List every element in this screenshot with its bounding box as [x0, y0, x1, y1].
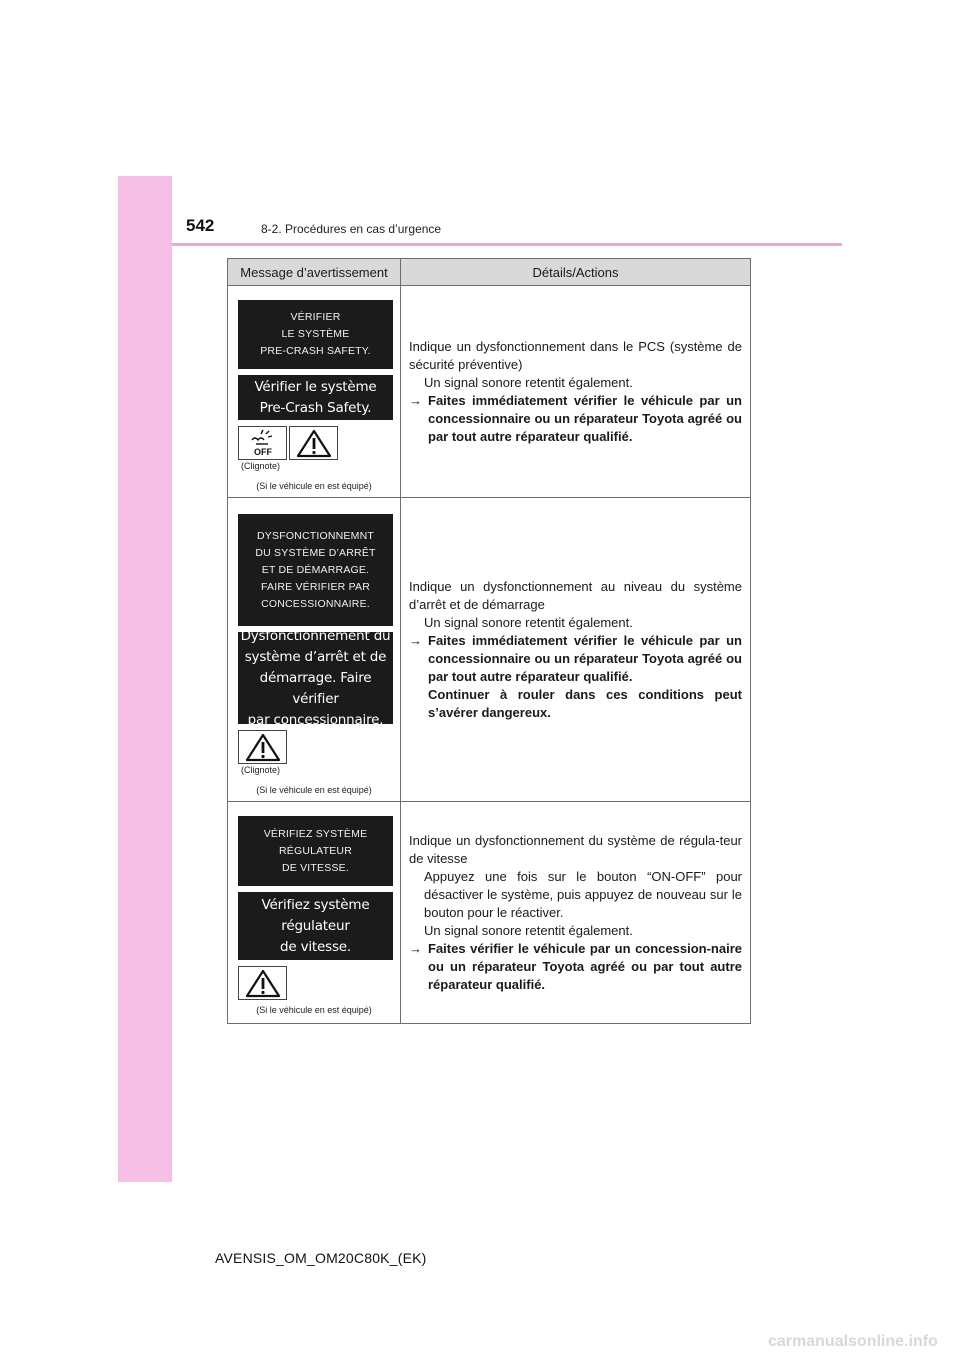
document-code: AVENSIS_OM_OM20C80K_(EK): [215, 1250, 427, 1266]
display-message-script: Vérifier le système Pre-Crash Safety.: [238, 375, 393, 420]
pcs-off-icon: [238, 426, 287, 460]
action-instruction: → Faites vérifier le véhicule par un concession-naire ou un réparateur Toyota agréé ou par tout autre réparateur qualifié.: [409, 940, 742, 992]
details-cell: Indique un dysfonctionnement du système de régula-teur de vitesse Appuyez une fois sur le bouton “ON-OFF” pour désactiver le système, puis appuyez de nouveau sur le bouton pour le réactiver. Un signal sonore retentit également. → Faites vérifier le véhicule par un concession-naire ou un réparateur Toyota agréé ou par tout autre réparateur qualifié.: [401, 802, 751, 1024]
blink-note: (Clignote): [241, 765, 281, 775]
display-message-script: Vérifiez système régulateur de vitesse.: [238, 892, 393, 960]
section-title: 8-2. Procédures en cas d’urgence: [261, 222, 442, 236]
warning-triangle-icon: [289, 426, 338, 460]
svg-text:OFF: OFF: [253, 447, 272, 457]
watermark: carmanualsonline.info: [768, 1333, 938, 1350]
message-cell: [228, 498, 401, 802]
table-row: [228, 286, 751, 498]
table-row: [228, 498, 751, 802]
table-header-row: [228, 259, 751, 286]
message-cell: [228, 286, 401, 498]
details-cell: Indique un dysfonctionnement dans le PCS (système de sécurité préventive) Un signal sonore retentit également. → Faites immédiatement vérifier le véhicule par un concessionnaire ou un réparateur Toyota agréé ou par tout autre réparateur qualifié.: [401, 286, 751, 498]
arrow-icon: →: [409, 940, 422, 956]
warning-triangle-icon: [238, 730, 287, 764]
page-number: 542: [186, 216, 215, 235]
side-band: [118, 176, 172, 1182]
table-row: [228, 802, 751, 1024]
arrow-icon: →: [409, 632, 422, 648]
blink-note: (Clignote): [241, 461, 281, 471]
column-header-message: Message d’avertissement: [228, 259, 401, 286]
action-instruction: → Faites immédiatement vérifier le véhicule par un concessionnaire ou un réparateur Toyota agréé ou par tout autre réparateur qualifié.: [409, 632, 742, 684]
display-message-plain: VÉRIFIEZ SYSTÈME RÉGULATEUR DE VITESSE.: [238, 816, 393, 886]
warning-message-table: [227, 258, 751, 1024]
message-cell: [228, 802, 401, 1024]
warning-triangle-icon: [238, 966, 287, 1000]
header-rule: [172, 243, 842, 246]
column-header-details: Détails/Actions: [401, 259, 751, 286]
equipped-note: (Si le véhicule en est équipé): [256, 481, 372, 491]
display-message-plain: VÉRIFIER LE SYSTÈME PRE-CRASH SAFETY.: [238, 300, 393, 369]
equipped-note: (Si le véhicule en est équipé): [256, 1005, 372, 1015]
details-cell: Indique un dysfonctionnement au niveau du système d’arrêt et de démarrage Un signal sonore retentit également. → Faites immédiatement vérifier le véhicule par un concessionnaire ou un réparateur Toyota agréé ou par tout autre réparateur qualifié. Continuer à rouler dans ces conditions peut s’avérer dangereux.: [401, 498, 751, 802]
action-instruction: → Faites immédiatement vérifier le véhicule par un concessionnaire ou un réparateur Toyota agréé ou par tout autre réparateur qualifié.: [409, 392, 742, 444]
action-warning: Continuer à rouler dans ces conditions peut s’avérer dangereux.: [428, 686, 742, 720]
equipped-note: (Si le véhicule en est équipé): [256, 785, 372, 795]
display-message-plain: DYSFONCTIONNEMNT DU SYSTÈME D’ARRÊT ET DE DÉMARRAGE. FAIRE VÉRIFIER PAR CONCESSIONNAIRE.: [238, 514, 393, 626]
display-message-script: Dysfonctionnement du système d’arrêt et de démarrage. Faire vérifier par concessionnaire.: [238, 632, 393, 724]
arrow-icon: →: [409, 392, 422, 408]
